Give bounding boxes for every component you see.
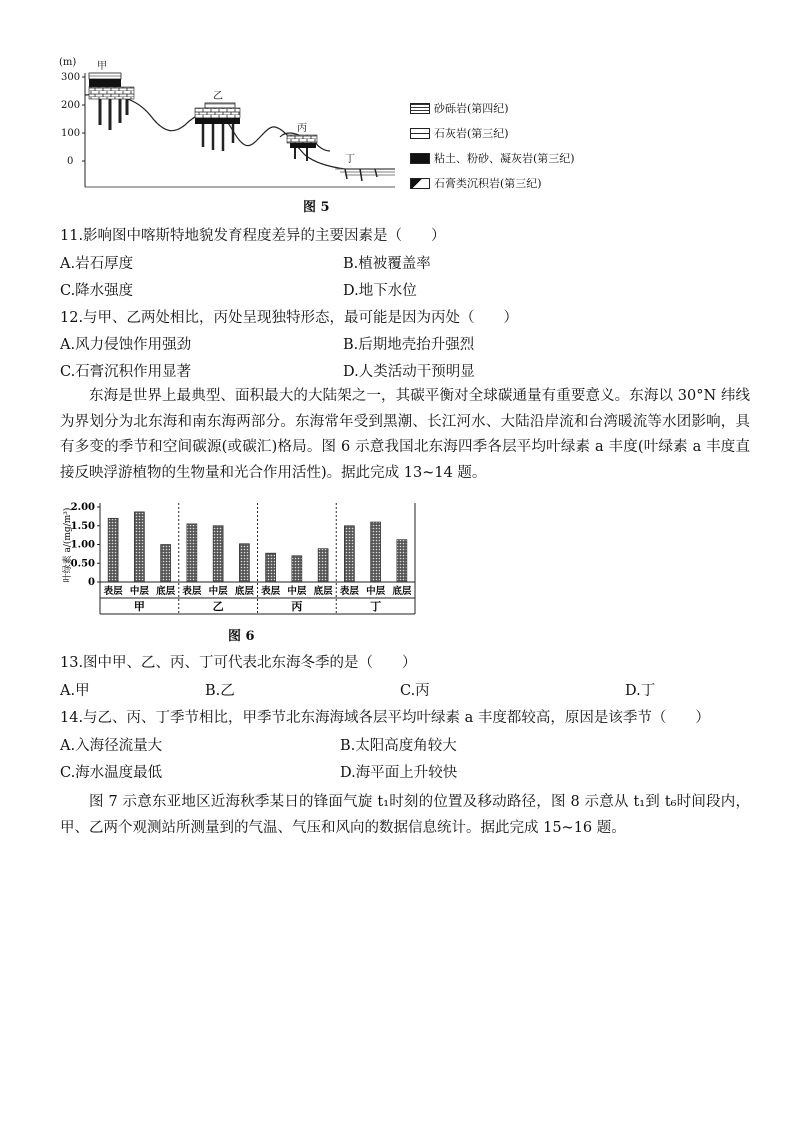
group-label: 甲	[133, 600, 145, 613]
y-axis-label: 叶绿素 a/(mg/m³)	[63, 507, 73, 583]
site-bing-clay	[290, 143, 316, 148]
site-jia-limestone	[89, 87, 134, 99]
y-tick-300: 300	[61, 72, 81, 83]
legend-gravel-swatch	[410, 103, 430, 114]
y-tick-label: 1.00	[70, 539, 95, 551]
bar-丙-底层	[318, 549, 328, 582]
bar-甲-底层	[161, 545, 171, 583]
site-label-bing: 丙	[297, 123, 307, 134]
legend-limestone-swatch	[410, 128, 430, 139]
q14-option-a: A.入海径流量大	[60, 738, 163, 754]
q13-option-b: B.乙	[205, 683, 235, 699]
group-label: 丙	[291, 600, 303, 613]
q14-stem: 14.与乙、丙、丁季节相比，甲季节北东海海域各层平均叶绿素 a 丰度都较高，原因是该季节（ ）	[60, 710, 710, 726]
passage-east-china-sea: 东海是世界上最典型、面积最大的大陆架之一，其碳平衡对全球碳通量有重要意义。东海以 30°N 纬线为界划分为北东海和南东海两部分。东海常年受到黑潮、长江河水、大陆沿岸流和台湾暖流等水团影响，具有多变的季节和空间碳源(或碳汇)格局。图 6 示意我国北东海四季各层平均叶绿素 a 丰度(叶绿素 a 丰度直接反映浮游植物的生物量和光合作用活性)。据此完成 13~14 题。	[60, 388, 750, 481]
figure-6-caption: 图 6	[228, 629, 255, 644]
q14-option-b: B.太阳高度角较大	[340, 738, 457, 754]
site-jia-gravel	[89, 73, 121, 79]
y-tick-label: 0	[88, 577, 95, 588]
group-label: 乙	[212, 600, 224, 613]
figure-5-caption: 图 5	[303, 200, 330, 215]
q11-option-d: D.地下水位	[343, 283, 417, 299]
bar-甲-中层	[134, 512, 144, 582]
passage-frontal-cyclone: 图 7 示意东亚地区近海秋季某日的锋面气旋 t₁时刻的位置及移动路径，图 8 示意从 t₁到 t₆时间段内，甲、乙两个观测站所测量到的气温、气压和风向的数据信息统计。据此完成 15~16 题。	[60, 794, 750, 836]
site-yi-clay	[195, 118, 240, 124]
q12-option-d: D.人类活动干预明显	[343, 364, 475, 380]
q13-option-c: C.丙	[400, 683, 430, 699]
q12-option-c: C.石膏沉积作用显著	[60, 364, 192, 380]
y-tick-label: 2.00	[70, 502, 95, 513]
bar-丁-底层	[397, 540, 407, 582]
q14-option-c: C.海水温度最低	[60, 765, 163, 781]
bar-丁-表层	[344, 526, 354, 582]
q11-option-a: A.岩石厚度	[60, 256, 134, 272]
legend-limestone-label: 石灰岩(第三纪)	[434, 127, 509, 140]
q11-option-c: C.降水强度	[60, 283, 134, 299]
bar-甲-表层	[108, 518, 118, 582]
y-tick-label: 1.50	[70, 520, 95, 532]
q11-stem: 11.影响图中喀斯特地貌发育程度差异的主要因素是（ ）	[60, 228, 446, 244]
site-yi-gravel	[205, 103, 235, 108]
group-label: 丁	[370, 600, 382, 613]
layer-label: 底层	[234, 586, 254, 597]
site-label-jia: 甲	[97, 61, 107, 72]
legend-gypsum	[410, 175, 542, 191]
y-tick-label: 0.50	[70, 558, 95, 570]
legend-clay-label: 粘土、粉砂、凝灰岩(第三纪)	[434, 152, 575, 165]
y-tick-100: 100	[61, 128, 81, 139]
legend-limestone	[410, 125, 509, 141]
legend-gravel	[410, 100, 509, 116]
q13-option-a: A.甲	[60, 683, 90, 699]
y-unit-label: (m)	[59, 57, 77, 68]
y-tick-0: 0	[67, 156, 74, 167]
bar-丙-中层	[292, 556, 302, 582]
layer-label: 底层	[313, 586, 333, 597]
q14-option-d: D.海平面上升较快	[340, 765, 458, 781]
q13-option-d: D.丁	[625, 683, 656, 699]
layer-label: 中层	[366, 586, 386, 597]
cross-section-diagram	[55, 55, 395, 205]
bar-乙-中层	[213, 526, 223, 582]
layer-label: 表层	[261, 586, 281, 597]
layer-label: 中层	[208, 586, 228, 597]
figure-5	[55, 55, 395, 205]
bar-乙-底层	[239, 544, 249, 582]
layer-label: 底层	[156, 586, 176, 597]
legend-clay-swatch	[410, 153, 430, 164]
layer-label: 表层	[182, 586, 202, 597]
site-label-ding: 丁	[345, 154, 355, 165]
layer-label: 中层	[129, 586, 149, 597]
layer-label: 底层	[392, 586, 412, 597]
site-label-yi: 乙	[213, 91, 223, 102]
chlorophyll-bar-chart	[60, 497, 420, 622]
bar-乙-表层	[187, 524, 197, 582]
bar-丙-表层	[266, 553, 276, 582]
layer-label: 中层	[287, 586, 307, 597]
layer-label: 表层	[103, 586, 123, 597]
q12-option-b: B.后期地壳抬升强烈	[343, 337, 475, 353]
legend-gravel-label: 砂砾岩(第四纪)	[434, 102, 509, 115]
q12-stem: 12.与甲、乙两处相比，丙处呈现独特形态，最可能是因为丙处（ ）	[60, 310, 519, 326]
legend-clay	[410, 150, 575, 166]
bar-丁-中层	[371, 522, 381, 582]
q12-option-a: A.风力侵蚀作用强劲	[60, 337, 192, 353]
q13-stem: 13.图中甲、乙、丙、丁可代表北东海冬季的是（ ）	[60, 655, 417, 671]
layer-label: 表层	[339, 586, 359, 597]
y-tick-200: 200	[61, 100, 81, 111]
site-jia-clay	[89, 79, 121, 87]
legend-gypsum-label: 石膏类沉积岩(第三纪)	[434, 177, 542, 190]
legend-gypsum-swatch	[410, 178, 430, 189]
site-bing-limestone	[287, 135, 317, 143]
q11-option-b: B.植被覆盖率	[343, 256, 431, 272]
site-yi-limestone	[195, 108, 240, 118]
